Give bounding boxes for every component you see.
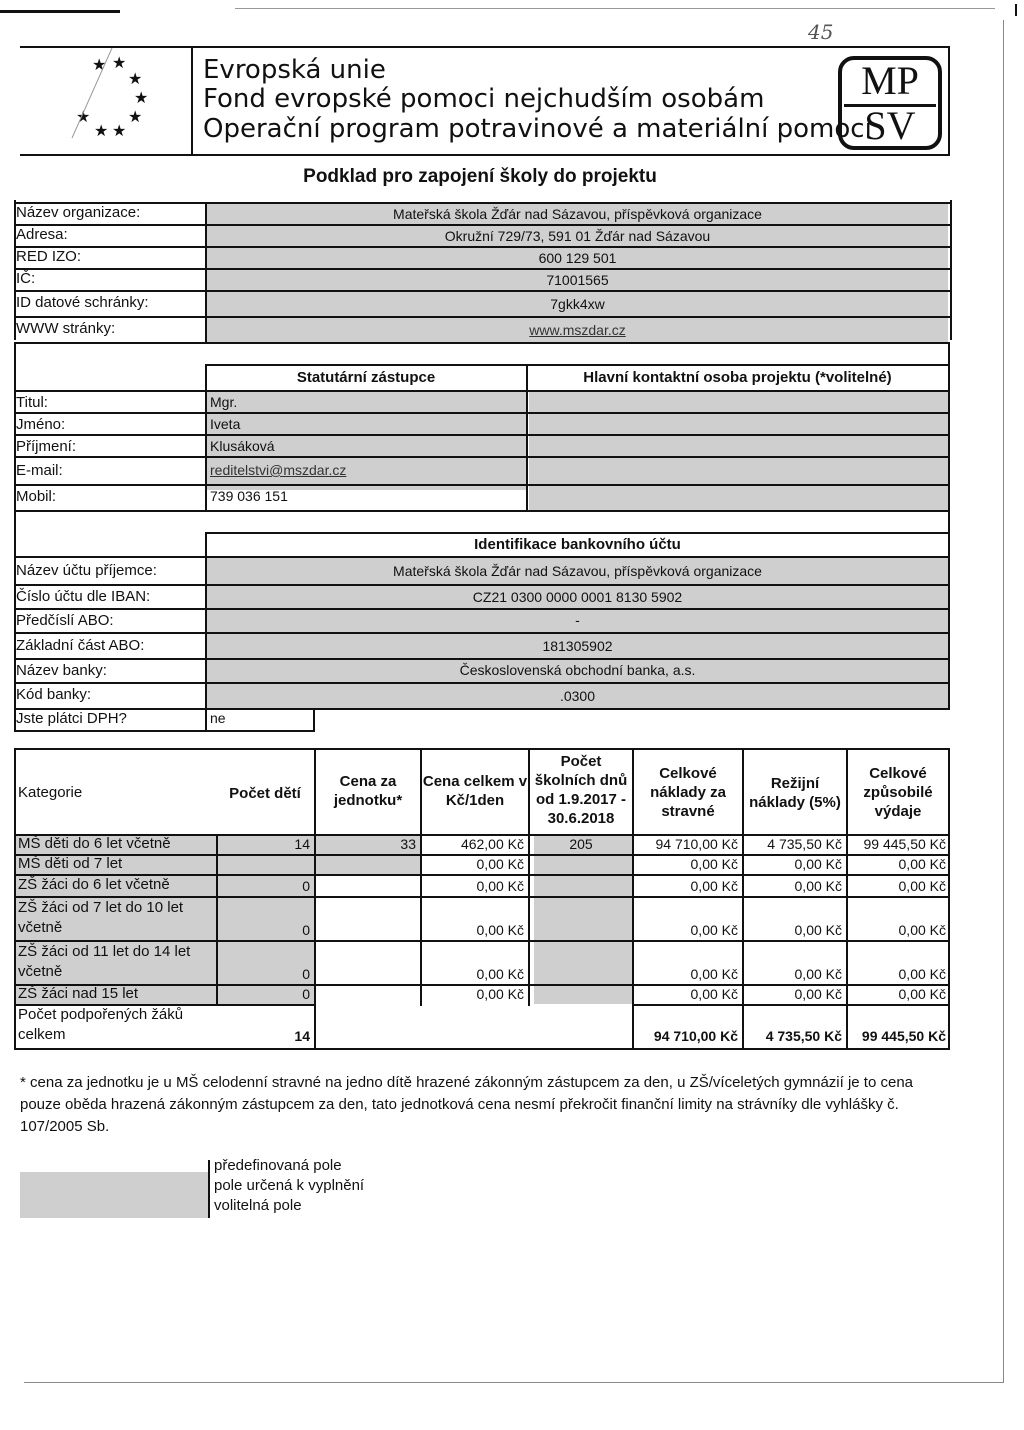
costs-row-category: ZŠ žáci od 7 let do 10 let včetně — [18, 899, 184, 936]
contacts-hline-3 — [14, 456, 950, 458]
corner-mark — [1015, 4, 1017, 16]
costs-row-overhead: 0,00 Kč — [794, 856, 842, 872]
costs-row-unit-price[interactable]: 33 — [400, 836, 416, 852]
svg-text:★: ★ — [76, 107, 91, 126]
costs-header-children: Počet dětí — [229, 785, 301, 802]
contact-label-title: Titul: — [16, 394, 48, 411]
costs-hline-r6b — [634, 1004, 950, 1006]
contact-label-firstname: Jméno: — [16, 416, 66, 433]
bank-hline-3 — [14, 632, 950, 634]
bank-value-iban[interactable]: CZ21 0300 0000 0001 8130 5902 — [472, 589, 683, 605]
header-line-1: Evropská unie — [203, 55, 386, 85]
org-hline-3 — [14, 268, 950, 270]
mpsv-logo-top: MP — [861, 58, 919, 103]
contacts-col-1 — [205, 364, 207, 512]
costs-header-total-day: Cena celkem v Kč/1den — [422, 773, 528, 809]
costs-row-total-day: 0,00 Kč — [476, 856, 524, 872]
bank-value-base[interactable]: 181305902 — [542, 638, 613, 654]
costs-row-eligible: 0,00 Kč — [898, 856, 946, 872]
svg-text:★: ★ — [134, 88, 149, 107]
svg-text:★: ★ — [128, 69, 143, 88]
costs-row-eligible: 0,00 Kč — [898, 966, 946, 982]
costs-row-children[interactable]: 0 — [302, 986, 310, 1002]
bank-hline-top — [205, 532, 950, 534]
page-top-line — [0, 10, 120, 13]
costs-row-category: ZŠ žáci do 6 let včetně — [18, 876, 170, 893]
contacts-hline-top — [205, 364, 950, 366]
costs-total-children: 14 — [294, 1028, 310, 1044]
costs-row-overhead: 0,00 Kč — [794, 922, 842, 938]
contacts-hline-bottom — [14, 510, 950, 512]
costs-row-overhead: 4 735,50 Kč — [767, 836, 842, 852]
header-divider — [191, 46, 193, 154]
outer-left-2 — [14, 510, 16, 710]
costs-row-total-day: 0,00 Kč — [476, 922, 524, 938]
legend-item-fill: pole určená k vyplnění — [214, 1177, 365, 1194]
costs-row-meal-costs: 0,00 Kč — [690, 922, 738, 938]
costs-header-unit-price: Cena za jednotku* — [333, 773, 403, 809]
org-label-datovka: ID datové schránky: — [16, 294, 149, 311]
costs-row-eligible: 0,00 Kč — [898, 922, 946, 938]
svg-text:★: ★ — [94, 121, 109, 140]
org-label-name: Název organizace: — [16, 204, 141, 221]
costs-gray-unit-2 — [314, 854, 420, 874]
costs-row-children[interactable]: 0 — [302, 922, 310, 938]
page-right-line — [1003, 20, 1004, 1382]
org-value-address[interactable]: Okružní 729/73, 591 01 Žďár nad Sázavou — [444, 228, 711, 244]
footnote: * cena za jednotku je u MŠ celodenní stravné na jedno dítě hrazené zákonným zástupcem za den, u ZŠ/víceletých gymnázií je to cena pouze oběda hrazená zákonným zástupcem za den, tato jednotková cena nesmí překročit finanční limity na strávníky dle vyhlášky č. 107/2005 Sb. — [20, 1074, 914, 1135]
bank-value-bank-code[interactable]: .0300 — [559, 688, 596, 704]
org-hline-top — [14, 202, 950, 204]
costs-gray-days — [534, 834, 634, 1004]
bank-label-bank-code: Kód banky: — [16, 686, 92, 703]
costs-header-meal-costs: Celkové náklady za stravné — [650, 765, 726, 820]
costs-total-meal-costs: 94 710,00 Kč — [653, 1028, 738, 1044]
bank-label-base: Základní část ABO: — [16, 637, 145, 654]
costs-gray-children-2 — [216, 854, 314, 874]
contact-values-bg — [529, 392, 948, 510]
bank-value-prefix[interactable]: - — [575, 612, 580, 628]
org-hline-5 — [14, 316, 950, 318]
bank-value-account-name[interactable]: Mateřská škola Žďár nad Sázavou, příspěvková organizace — [393, 563, 762, 579]
bank-label-prefix: Předčíslí ABO: — [16, 612, 114, 629]
contact-label-email: E-mail: — [16, 462, 63, 479]
bank-label-bank-name: Název banky: — [16, 662, 107, 679]
bank-hline-2 — [14, 608, 950, 610]
bank-hline-0 — [14, 556, 950, 558]
costs-header-eligible: Celkové způsobilé výdaje — [863, 765, 933, 820]
org-label-ico: IČ: — [16, 270, 36, 287]
org-label-redizo: RED IZO: — [16, 248, 82, 265]
bank-label-account-name: Název účtu příjemce: — [16, 562, 157, 579]
statutory-title[interactable]: Mgr. — [210, 394, 238, 410]
bank-hline-4 — [14, 658, 950, 660]
costs-total-eligible: 99 445,50 Kč — [861, 1028, 946, 1044]
handwritten-mark: 45 — [808, 20, 834, 44]
statutory-email[interactable]: reditelstvi@mszdar.cz — [210, 462, 347, 478]
contacts-hline-1 — [14, 412, 950, 414]
legend-swatch-edge — [208, 1160, 210, 1218]
org-label-address: Adresa: — [16, 226, 68, 243]
costs-row-overhead: 0,00 Kč — [794, 986, 842, 1002]
org-hline-bottom — [14, 342, 950, 344]
page-bottom-line — [24, 1382, 1004, 1383]
contacts-col-2 — [526, 364, 528, 512]
costs-row-total-day: 462,00 Kč — [460, 836, 524, 852]
bank-hline-5 — [14, 682, 950, 684]
statutory-firstname[interactable]: Iveta — [210, 416, 241, 432]
vat-label: Jste plátci DPH? — [16, 710, 127, 727]
form-title: Podklad pro zapojení školy do projektu — [303, 166, 657, 187]
org-hline-4 — [14, 290, 950, 292]
costs-row-eligible: 99 445,50 Kč — [863, 836, 946, 852]
costs-row-meal-costs: 0,00 Kč — [690, 986, 738, 1002]
costs-row-category: ZŠ žáci nad 15 let — [18, 985, 139, 1002]
costs-row-meal-costs: 0,00 Kč — [690, 966, 738, 982]
statutory-header: Statutární zástupce — [296, 369, 436, 386]
costs-row-category: MŠ děti od 7 let — [18, 855, 123, 872]
outer-right-1 — [948, 342, 950, 512]
org-value-name[interactable]: Mateřská škola Žďár nad Sázavou, příspěvková organizace — [393, 206, 762, 222]
legend-item-predefined: předefinovaná pole — [214, 1157, 342, 1174]
costs-row-overhead: 0,00 Kč — [794, 878, 842, 894]
svg-text:★: ★ — [112, 121, 127, 140]
costs-vline-7 — [948, 748, 950, 1050]
costs-row-total-day: 0,00 Kč — [476, 878, 524, 894]
costs-row-category: MŠ děti do 6 let včetně — [18, 835, 171, 852]
bank-value-bank-name[interactable]: Československá obchodní banka, a.s. — [459, 662, 696, 678]
statutory-surname[interactable]: Klusáková — [210, 438, 275, 454]
org-hline-2 — [14, 246, 950, 248]
costs-row-meal-costs: 0,00 Kč — [690, 878, 738, 894]
vat-left-line — [14, 708, 16, 732]
costs-header-overhead: Režijní náklady (5%) — [749, 775, 841, 811]
costs-row-eligible: 0,00 Kč — [898, 986, 946, 1002]
svg-text:★: ★ — [92, 55, 107, 74]
costs-total-label: Počet podpořených žáků celkem — [18, 1006, 184, 1043]
org-value-redizo[interactable]: 600 129 501 — [538, 250, 617, 266]
svg-text:★: ★ — [112, 53, 127, 72]
costs-hline-top — [14, 748, 950, 750]
costs-row-total-day: 0,00 Kč — [476, 986, 524, 1002]
costs-header-category: Kategorie — [18, 784, 83, 801]
org-label-www: WWW stránky: — [16, 320, 116, 337]
costs-row-eligible: 0,00 Kč — [898, 878, 946, 894]
costs-row-days[interactable]: 205 — [569, 836, 593, 852]
legend-item-optional: volitelná pole — [214, 1197, 302, 1214]
contact-header: Hlavní kontaktní osoba projektu (*volitelné) — [583, 369, 892, 386]
header-line-3: Operační program potravinové a materiální pomoci — [203, 114, 872, 144]
costs-row-children[interactable]: 0 — [302, 878, 310, 894]
bank-header: Identifikace bankovního účtu — [474, 536, 681, 553]
header-line-2: Fond evropské pomoci nejchudším osobám — [203, 84, 765, 114]
org-hline-1 — [14, 224, 950, 226]
contact-label-mobile: Mobil: — [16, 488, 57, 505]
costs-row-meal-costs: 94 710,00 Kč — [655, 836, 738, 852]
org-value-ico[interactable]: 71001565 — [546, 272, 609, 288]
contacts-hline-2 — [14, 434, 950, 436]
costs-row-category: ZŠ žáci od 11 let do 14 let včetně — [18, 943, 191, 980]
costs-row-children[interactable]: 14 — [294, 836, 310, 852]
costs-vline-4 — [632, 748, 634, 1050]
page-top-line-right — [235, 8, 995, 9]
contacts-hline-0 — [14, 390, 950, 392]
legend-swatch — [20, 1172, 208, 1218]
costs-row-children[interactable]: 0 — [302, 966, 310, 982]
bank-label-iban: Číslo účtu dle IBAN: — [16, 588, 151, 605]
statutory-mobile[interactable]: 739 036 151 — [210, 488, 288, 504]
org-value-datovka[interactable]: 7gkk4xw — [550, 296, 605, 312]
mpsv-logo — [838, 56, 942, 150]
bank-hline-1 — [14, 584, 950, 586]
contact-label-surname: Příjmení: — [16, 438, 77, 455]
costs-total-overhead: 4 735,50 Kč — [765, 1028, 842, 1044]
costs-row-total-day: 0,00 Kč — [476, 966, 524, 982]
eu-flag-icon — [52, 48, 162, 148]
costs-vline-6 — [846, 748, 848, 1050]
costs-header-days: Počet školních dnů od 1.9.2017 - 30.6.2018 — [534, 753, 628, 827]
costs-row-meal-costs: 0,00 Kč — [690, 856, 738, 872]
contacts-hline-4 — [14, 484, 950, 486]
vat-bottom-line — [14, 730, 315, 732]
svg-text:★: ★ — [128, 107, 143, 126]
org-value-www[interactable]: www.mszdar.cz — [529, 322, 626, 338]
bank-hline-6 — [14, 708, 950, 710]
vat-value[interactable]: ne — [210, 710, 226, 726]
costs-hline-bottom — [14, 1048, 950, 1050]
mpsv-logo-bottom: SV — [864, 103, 916, 148]
costs-vline-0 — [14, 748, 16, 1050]
costs-vline-1 — [314, 748, 316, 1050]
costs-row-overhead: 0,00 Kč — [794, 966, 842, 982]
